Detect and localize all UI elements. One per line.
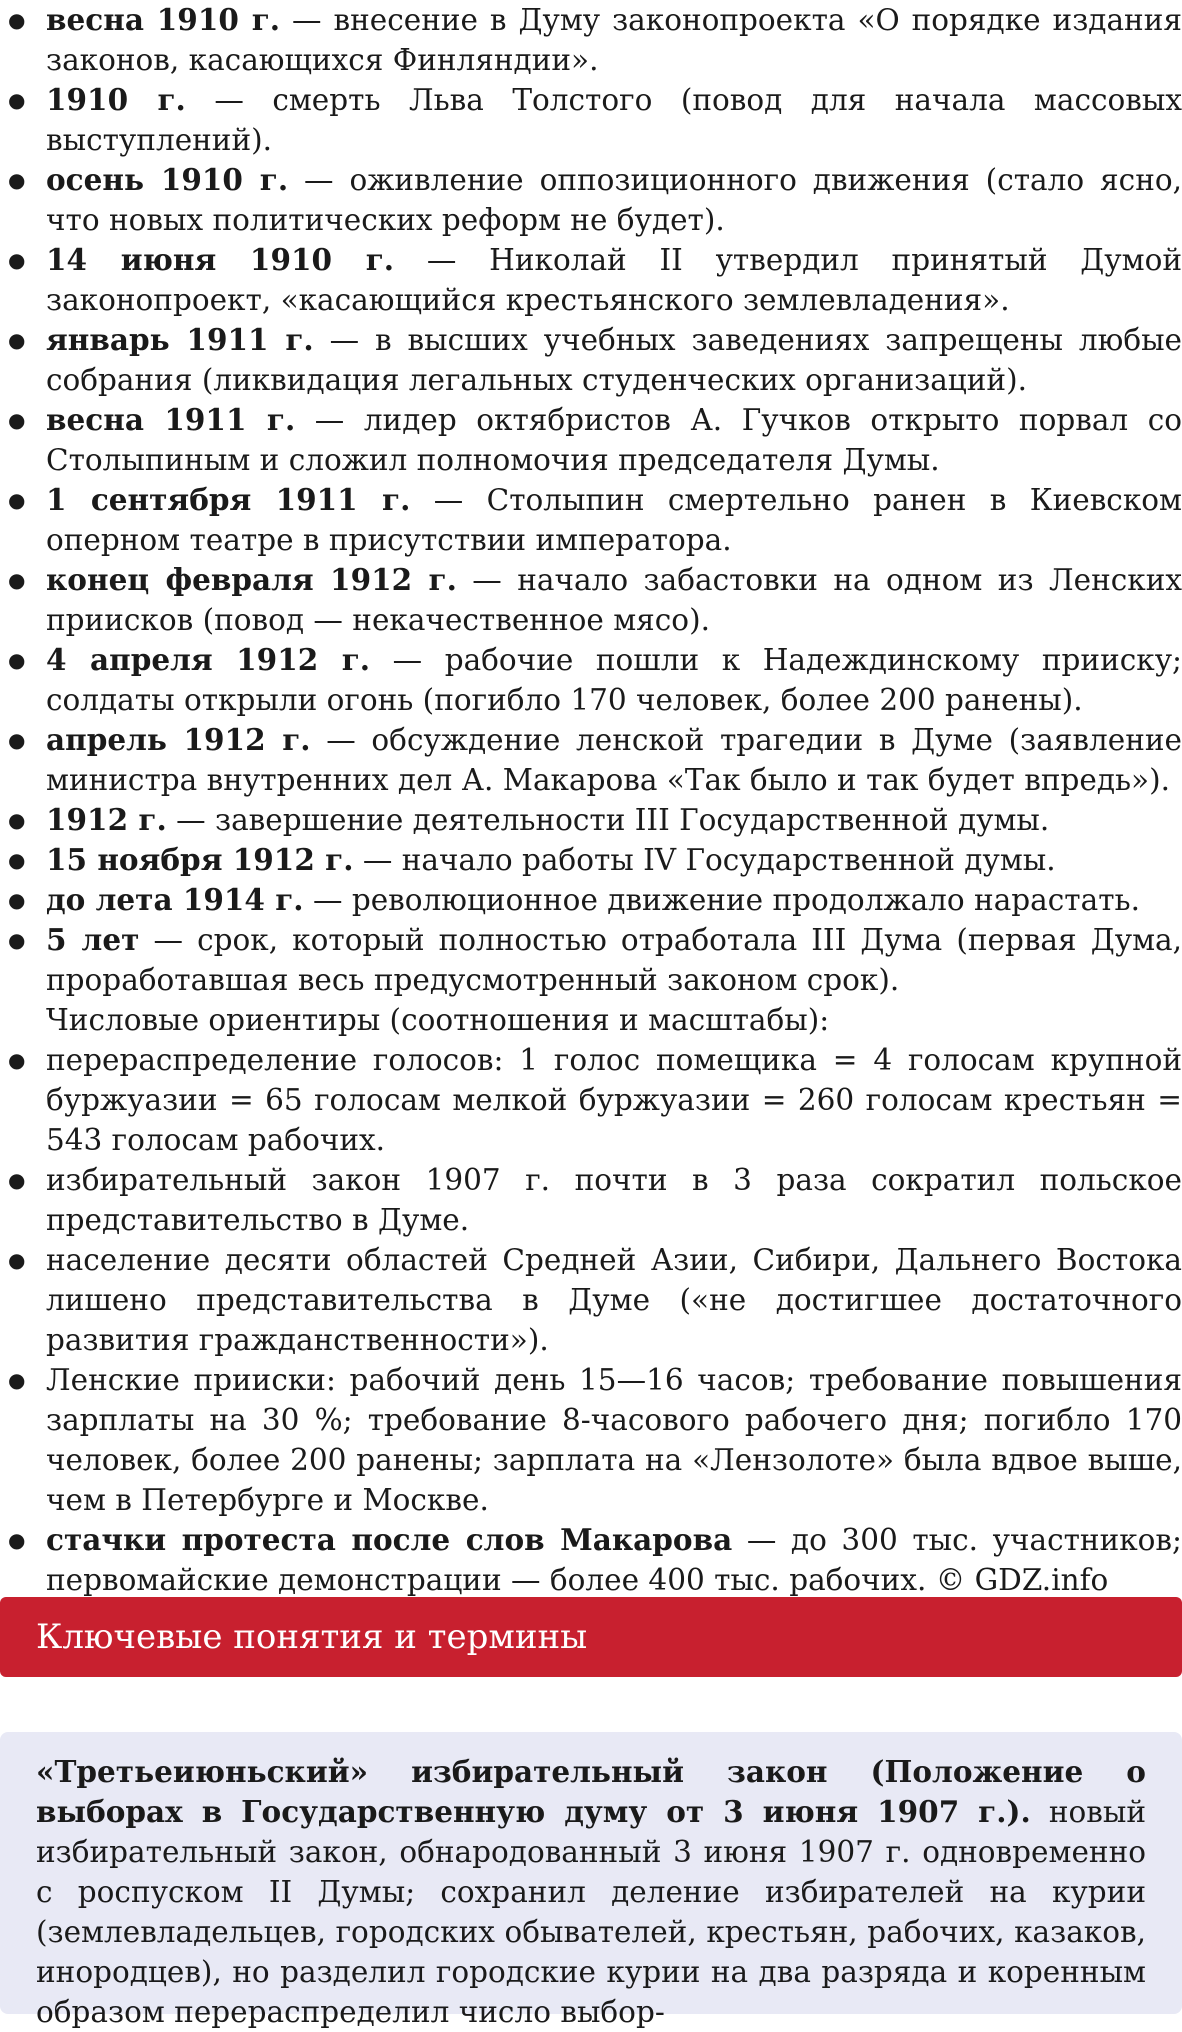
event-date: апрель 1912 г. (46, 722, 311, 757)
number-item (0, 1160, 1182, 1240)
event-date: конец февраля 1912 г. (46, 562, 457, 597)
number-item-text: перераспределение голосов: 1 голос помещика = 4 голосам крупной буржуазии = 65 голосам мелкой буржуазии = 260 голосам крестьян = 543 голосам рабочих. (46, 1043, 1182, 1157)
number-item-text: — до 300 тыс. участников; первомайские демонстрации — более 400 тыс. рабочих. © GDZ.info (46, 1523, 1182, 1597)
number-item (0, 1360, 1182, 1520)
event-item (0, 240, 1182, 320)
event-item (0, 400, 1182, 480)
event-text: — рабочие пошли к Надеждинскому прииску; солдаты открыли огонь (погибло 170 человек, более 200 ранены). (46, 643, 1182, 717)
event-item (0, 560, 1182, 640)
event-date: 1912 г. (46, 802, 167, 837)
term-box (0, 1732, 1182, 2029)
event-date: 5 лет (46, 922, 140, 957)
number-item-text: избирательный закон 1907 г. почти в 3 раза сократил польское представительство в Думе. (46, 1163, 1182, 1237)
event-item (0, 640, 1182, 720)
event-item (0, 320, 1182, 400)
event-item (0, 840, 1182, 880)
event-item (0, 920, 1182, 1000)
event-text: — смерть Льва Толстого (повод для начала массовых выступлений). (46, 83, 1182, 157)
number-item-text: Ленские прииски: рабочий день 15—16 часов; требование повышения зарплаты на 30 %; требование 8-часового рабочего дня; погибло 170 человек, более 200 ранены; зарплата на «Лензолоте» была вдвое выше, чем в Петербурге и Москве. (46, 1363, 1182, 1517)
event-text: — начало работы IV Государственной думы. (353, 843, 1056, 877)
event-text: — срок, который полностью отработала III Дума (первая Дума, проработавшая весь предусмотренный законом срок). (46, 923, 1182, 997)
number-item (0, 1040, 1182, 1160)
event-text: — Николай II утвердил принятый Думой законопроект, «касающийся крестьянского землевладения». (46, 243, 1182, 317)
event-date: январь 1911 г. (46, 322, 314, 357)
event-text: — Столыпин смертельно ранен в Киевском оперном театре в присутствии императора. (46, 483, 1182, 557)
event-text: — лидер октябристов А. Гучков открыто порвал со Столыпиным и сложил полномочия председателя Думы. (46, 403, 1182, 477)
event-item (0, 160, 1182, 240)
number-item (0, 1520, 1182, 1600)
term-title: «Третьеиюньский» избирательный закон (Положение о выборах в Государственную думу от 3 июня 1907 г.). (36, 1754, 1146, 1829)
number-item-text: население десяти областей Средней Азии, Сибири, Дальнего Востока лишено представительства в Думе («не достигшее достаточного развития гражданственности»). (46, 1243, 1182, 1357)
section-banner (0, 1597, 1182, 1677)
event-date: весна 1911 г. (46, 402, 296, 437)
event-text: — в высших учебных заведениях запрещены любые собрания (ликвидация легальных студенческих организаций). (46, 323, 1182, 397)
event-item (0, 0, 1182, 80)
event-date: 4 апреля 1912 г. (46, 642, 371, 677)
event-date: 1910 г. (46, 82, 186, 117)
event-text: — начало забастовки на одном из Ленских приисков (повод — некачественное мясо). (46, 563, 1182, 637)
event-text: — завершение деятельности III Государственной думы. (166, 803, 1050, 837)
event-item (0, 480, 1182, 560)
number-item (0, 1240, 1182, 1360)
event-item (0, 80, 1182, 160)
event-text: — внесение в Думу законопроекта «О порядке издания законов, касающихся Финляндии». (46, 3, 1182, 77)
event-text: — революционное движение продолжало нарастать. (303, 883, 1140, 917)
event-date: весна 1910 г. (46, 2, 281, 37)
event-text: — обсуждение ленской трагедии в Думе (заявление министра внутренних дел А. Макарова «Так было и так будет впредь»). (46, 723, 1182, 797)
numbers-heading: Числовые ориентиры (соотношения и масштабы): (46, 1003, 830, 1037)
number-item-lead: стачки протеста после слов Макарова (46, 1522, 733, 1557)
event-date: 15 ноября 1912 г. (46, 842, 354, 877)
term-definition: новый избирательный закон, обнародованный 3 июня 1907 г. одновременно с роспуском II Думы; сохранил деление избирателей на курии (землевладельцев, городских обывателей, крестьян, рабочих, казаков, инородцев), но разделил городские курии на два разряда и коренным образом перераспределил число выбор- (36, 1795, 1146, 2029)
event-text: — оживление оппозиционного движения (стало ясно, что новых политических реформ не будет). (46, 163, 1182, 237)
event-item (0, 880, 1182, 920)
event-date: осень 1910 г. (46, 162, 289, 197)
event-date: 1 сентября 1911 г. (46, 482, 411, 517)
event-item (0, 800, 1182, 840)
event-item (0, 720, 1182, 800)
section-banner-title: Ключевые понятия и термины (36, 1617, 588, 1657)
event-date: до лета 1914 г. (46, 882, 304, 917)
event-date: 14 июня 1910 г. (46, 242, 395, 277)
